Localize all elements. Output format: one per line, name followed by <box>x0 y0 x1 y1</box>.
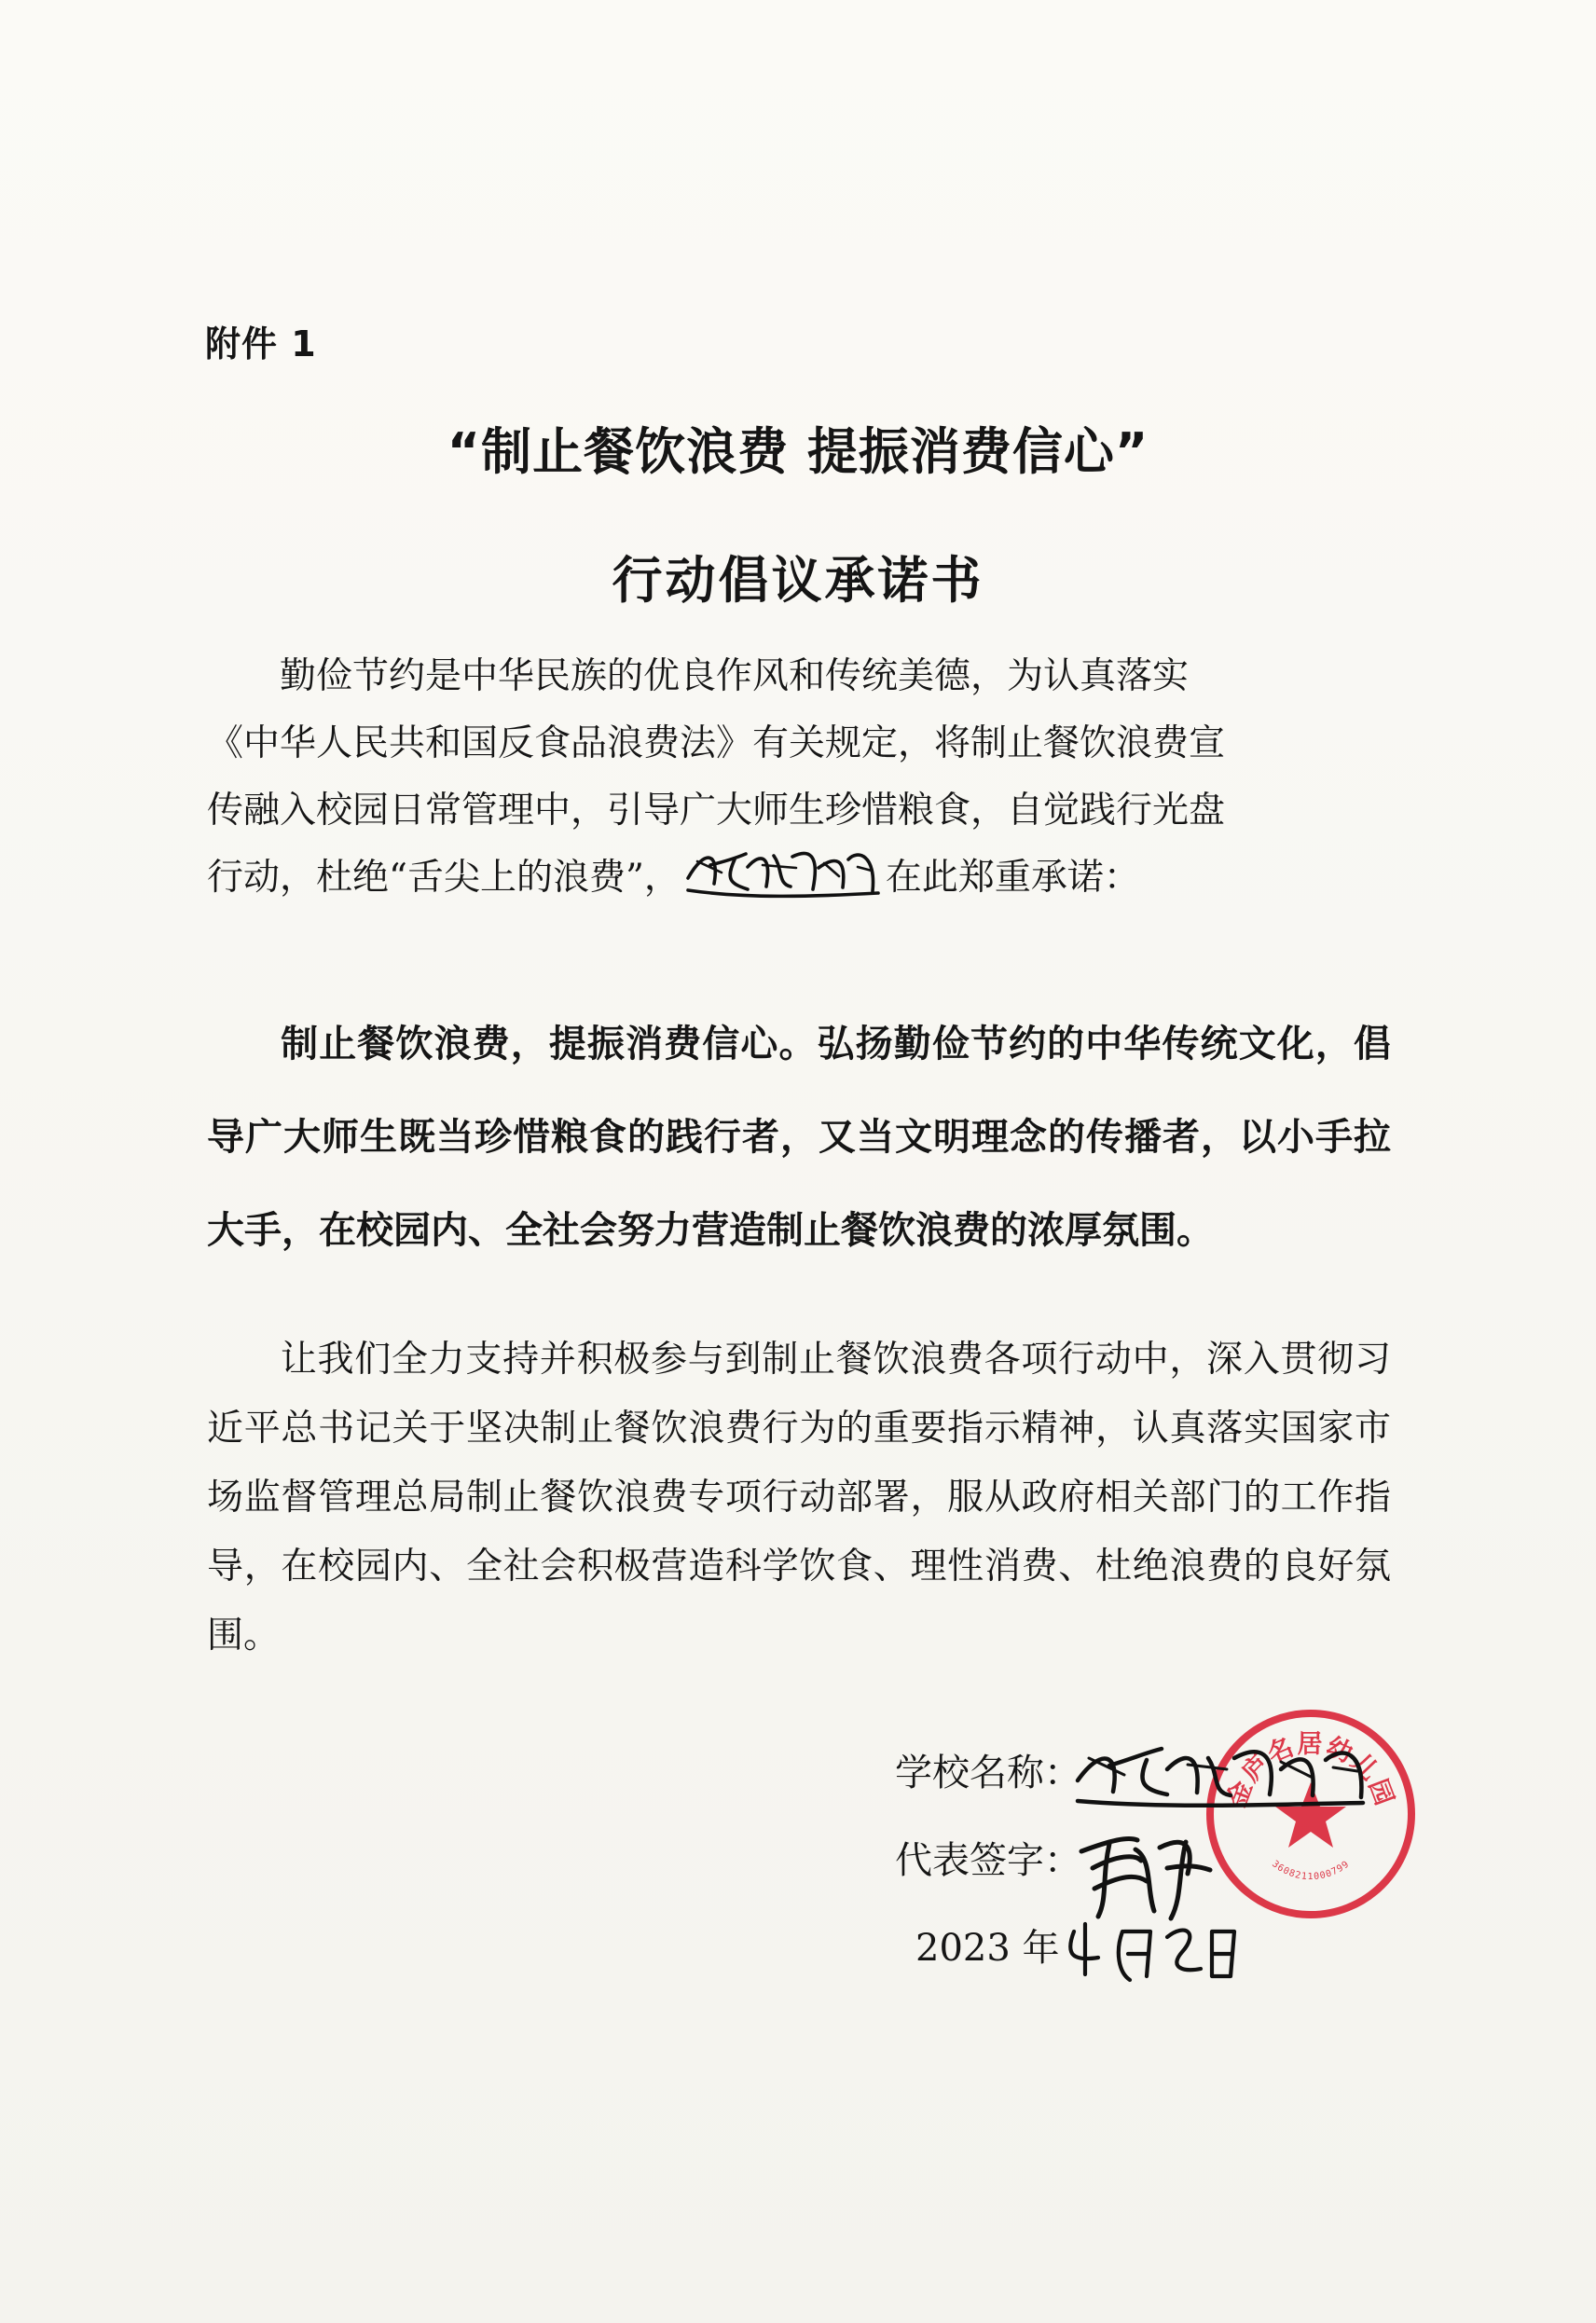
date-row <box>915 1918 1060 1972</box>
seal-registration-number: 3608211000799 <box>1270 1859 1352 1883</box>
handwriting-signature-icon <box>681 845 886 899</box>
representative-signature-label: 代表签字： <box>895 1839 1081 1882</box>
paragraph-text: 在此郑重承诺： <box>885 857 1140 899</box>
handwritten-date <box>1057 1915 1244 1987</box>
document-title-line-2: 行动倡议承诺书 <box>612 551 984 610</box>
paragraph-text: 勤俭节约是中华民族的优良作风和传统美德，为认真落实 <box>280 655 1190 697</box>
representative-signature-row <box>895 1831 1081 1884</box>
representative-signature <box>1070 1825 1219 1928</box>
paragraph-line: 《中华人民共和国反食品浪费法》有关规定，将制止餐饮浪费宣 <box>207 722 1226 764</box>
handwritten-school-name <box>681 845 886 899</box>
paragraph-text: 让我们全力支持并积极参与到制止餐饮浪费各项行动中，深入贯彻习近平总书记关于坚决制止餐饮浪费行为的重要指示精神，认真落实国家市场监督管理总局制止餐饮浪费专项行动部署，服从政府相关部门的工作指导，在校园内、全社会积极营造科学饮食、理性消费、杜绝浪费的良好氛围。 <box>207 1339 1391 1656</box>
date-year: 2023 年 <box>915 1927 1060 1970</box>
paragraph-text: 行动，杜绝“舌尖上的浪费”， <box>207 857 681 899</box>
paragraph-action-commitment <box>207 1326 1391 1670</box>
paragraph-text: 制止餐饮浪费，提振消费信心。弘扬勤俭节约的中华传统文化，倡导广大师生既当珍惜粮食的践行者，又当文明理念的传播者，以小手拉大手，在校园内、全社会努力营造制止餐饮浪费的浓厚氛围。 <box>207 1023 1391 1252</box>
paragraph-line <box>207 643 1391 710</box>
seal-text: 金庐名居幼儿园 <box>1222 1730 1399 1811</box>
handwritten-school-name-signature <box>1070 1741 1369 1807</box>
school-name-row <box>895 1743 1081 1796</box>
school-name-label: 学校名称： <box>895 1752 1081 1794</box>
paragraph-main-commitment <box>207 997 1391 1277</box>
paragraph-line <box>207 845 1391 912</box>
document-title-line-1: “制止餐饮浪费 提振消费信心” <box>447 422 1149 481</box>
attachment-label: 附件 1 <box>205 323 317 364</box>
paragraph-line: 传融入校园日常管理中，引导广大师生珍惜粮食，自觉践行光盘 <box>207 790 1226 832</box>
paragraph-commitment-intro <box>207 643 1391 912</box>
